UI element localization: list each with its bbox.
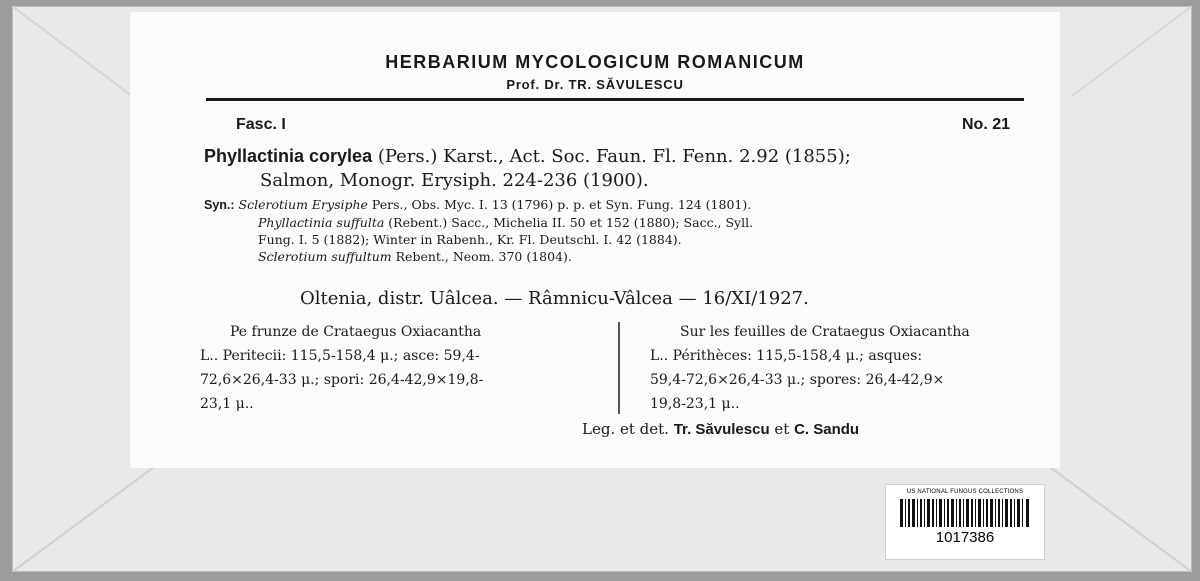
synonym-name: Phyllactinia suffulta <box>258 215 385 230</box>
description-line: L.. Périthèces: 115,5-158,4 μ.; asques: <box>650 348 923 364</box>
collector-line <box>582 420 859 438</box>
header-rule <box>206 98 1024 101</box>
barcode-icon <box>900 499 1030 527</box>
synonyms-block <box>204 196 753 265</box>
barcode-label <box>885 484 1045 560</box>
synonym-ref: (Rebent.) Sacc., Michelia II. 50 et 152 (1880); Sacc., Syll. <box>388 215 754 230</box>
specimen-number: No. 21 <box>961 116 1010 133</box>
species-citation-line2: Salmon, Monogr. Erysiph. 224-236 (1900). <box>260 170 649 191</box>
synonym-ref: Pers., Obs. Myc. I. 13 (1796) p. p. et Syn. Fung. 124 (1801). <box>371 197 752 212</box>
synonym-ref: Rebent., Neom. 370 (1804). <box>395 249 572 264</box>
collector-conjunction: et <box>774 420 790 438</box>
herbarium-title: HERBARIUM MYCOLOGICUM ROMANICUM <box>385 52 805 72</box>
description-line: L.. Peritecii: 115,5-158,4 μ.; asce: 59,4- <box>200 348 480 364</box>
herbarium-director: Prof. Dr. TR. SĂVULESCU <box>506 77 684 92</box>
herbarium-label <box>130 12 1060 468</box>
description-line: 23,1 μ.. <box>200 396 254 412</box>
collector-prefix: Leg. et det. <box>582 420 669 438</box>
description-french <box>650 320 1030 416</box>
synonym-name: Sclerotium Erysiphe <box>238 197 368 212</box>
description-line: Pe frunze de Crataegus Oxiacantha <box>230 324 482 340</box>
description-line: 72,6×26,4-33 μ.; spori: 26,4-42,9×19,8- <box>200 372 484 388</box>
synonym-ref: Fung. I. 5 (1882); Winter in Rabenh., Kr. Fl. Deutschl. I. 42 (1884). <box>258 232 682 247</box>
description-line: 19,8-23,1 μ.. <box>650 396 740 412</box>
species-name: Phyllactinia corylea <box>204 146 373 166</box>
barcode-header: US NATIONAL FUNGUS COLLECTIONS <box>906 489 1024 495</box>
collector-name: Tr. Săvulescu <box>673 421 770 438</box>
species-citation <box>204 144 851 193</box>
description-romanian <box>200 320 590 416</box>
column-divider <box>618 322 620 414</box>
species-authority: (Pers.) Karst., Act. Soc. Faun. Fl. Fenn. 2.92 (1855); <box>377 146 851 167</box>
collector-name: C. Sandu <box>794 421 860 438</box>
description-line: 59,4-72,6×26,4-33 μ.; spores: 26,4-42,9× <box>650 372 945 388</box>
barcode-number: 1017386 <box>935 529 995 546</box>
description-line: Sur les feuilles de Crataegus Oxiacantha <box>680 324 970 340</box>
fascicle-number: Fasc. I <box>236 116 286 133</box>
synonyms-label: Syn.: <box>204 198 235 212</box>
synonym-name: Sclerotium suffultum <box>258 249 392 264</box>
collection-locality: Oltenia, distr. Uâlcea. — Râmnicu-Vâlcea — 16/XI/1927. <box>300 288 809 309</box>
